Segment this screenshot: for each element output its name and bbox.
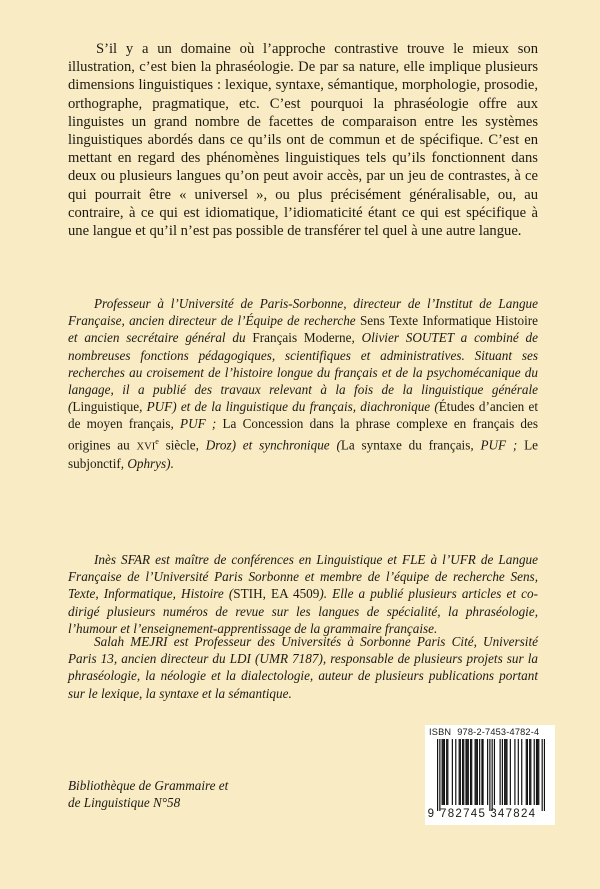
bio-soutet-e: , Olivier SOUTET a combiné de nombreuses fonctions pédagogiques, scientifiques et administratives. Situant ses recherches au croisement de l’histoire longue du français et de la psychomécanique du langage, il a publié des travaux relevant à la fois de la linguistique générale (: [68, 330, 539, 415]
barcode-bar: [470, 739, 471, 805]
barcode-bar: [471, 739, 472, 805]
bio-sfar-a: Inès SFAR est maître de conférences en Linguistique et FLE à l’UFR de Langue Française de l’Université Paris Sorbonne et membre de l’équipe de recherche Sens, Texte, Informatique, Histoire (: [68, 552, 538, 602]
barcode-bar: [538, 739, 539, 805]
bio-soutet-r: , Ophrys).: [120, 456, 174, 472]
barcode-bar: [505, 739, 506, 805]
barcode-bar: [447, 739, 448, 805]
bio-soutet-k: XVI: [136, 441, 156, 453]
barcode-bar: [537, 739, 538, 805]
barcode-bar: [506, 739, 507, 805]
bio-soutet-a: Professeur à l’Université de Paris-Sorbonne, directeur de l’Institut de Langue Française, ancien directeur de l’Équipe de recherche: [68, 296, 538, 329]
barcode-bar: [477, 739, 478, 805]
barcode-bar: [487, 739, 488, 805]
ean-first-digit: 9: [427, 808, 436, 820]
barcode-bar: [521, 739, 522, 805]
bio-soutet-p: , PUF ;: [470, 437, 525, 453]
ean-group-2: 347824: [490, 808, 537, 820]
bio-soutet-d: Français Moderne: [252, 330, 352, 346]
barcode-bar: [502, 739, 503, 805]
author-bio-soutet: [68, 295, 538, 472]
bio-soutet-l: e: [155, 436, 159, 446]
barcode-bar: [529, 739, 530, 805]
barcode-bar: [468, 739, 469, 805]
barcode-bar: [439, 739, 440, 811]
isbn-text: [429, 727, 553, 737]
barcode-bar: [452, 739, 453, 805]
barcode-bar: [544, 739, 545, 811]
bio-soutet-i: , PUF ;: [170, 416, 223, 432]
author-bio-sfar: [68, 551, 538, 637]
barcode-bar: [492, 739, 493, 811]
barcode-bar: [504, 739, 505, 805]
bio-soutet-f: Linguistique: [72, 399, 140, 415]
barcode-bar: [444, 739, 445, 805]
barcode-bar: [462, 739, 463, 805]
barcode-bar: [460, 739, 461, 805]
barcode-bar: [475, 739, 476, 805]
barcode-bar: [467, 739, 468, 805]
barcode-bars-icon: [437, 739, 545, 811]
bio-soutet-c: et ancien secrétaire général du: [68, 330, 253, 346]
barcode-bar: [481, 739, 482, 805]
isbn-label: ISBN: [429, 727, 452, 737]
barcode-bar: [446, 739, 447, 805]
bio-soutet-g: , PUF) et de la linguistique du français, diachronique (: [139, 399, 439, 415]
barcode-bar: [465, 739, 466, 805]
barcode-bar: [527, 739, 528, 805]
barcode-bar: [476, 739, 477, 805]
isbn-barcode: [425, 725, 555, 825]
barcode-bar: [534, 739, 535, 805]
author-bio-mejri: Salah MEJRI est Professeur des Universités à Sorbonne Paris Cité, Université Paris 13, ancien directeur du LDI (UMR 7187), responsable de plusieurs projets sur la phraséologie, la néologie et la dialectologie, auteur de plusieurs publications portant sur le lexique, la syntaxe et la sémantique.: [68, 634, 538, 701]
collection-name: [68, 777, 288, 812]
barcode-bar: [455, 739, 456, 805]
barcode-bar: [500, 739, 501, 805]
barcode-bar: [443, 739, 444, 805]
barcode-bar: [459, 739, 460, 805]
bio-soutet-h: Études d’ancien et de moyen français: [68, 399, 538, 432]
barcode-bar: [542, 739, 543, 811]
barcode-bar: [536, 739, 537, 805]
barcode-bar: [463, 739, 464, 805]
abstract-paragraph: S’il y a un domaine où l’approche contrastive trouve le mieux son illustration, c’est bien la phraséologie. De par sa nature, elle implique plusieurs dimensions linguistiques : lexique, syntaxe, sémantique, morphologie, prosodie, orthographe, pragmatique, etc. C’est pourquoi la phraséologie offre aux linguistes un grand nombre de facettes de comparaison entre les systèmes linguistiques abordés dans ce qu’ils ont de commun et de spécifique. C’est en mettant en regard des phénomènes linguistiques tels qu’ils fonctionnent dans deux ou plusieurs langues qu’on peut avoir accès, par un jeu de contrastes, à ce qui pourrait être « universel », ou plus précisément généralisable, ou, au contraire, à ce qui est idiomatique, l’idiomaticité étant ce qui est spécifique à une langue et qu’il n’est pas possible de transférer tel quel à une autre langue.: [68, 41, 538, 240]
barcode-bar: [518, 739, 519, 805]
bio-soutet-j: La Concession dans la phrase complexe en français des origines au: [68, 416, 539, 453]
barcode-bar: [530, 739, 531, 805]
ean-group-1: 782745: [440, 808, 487, 820]
ean-digits: [425, 808, 555, 820]
barcode-bar: [494, 739, 495, 805]
barcode-bar: [510, 739, 511, 805]
bio-soutet-b: Sens Texte Informatique Histoire: [359, 313, 538, 329]
barcode-bar: [437, 739, 438, 811]
bio-soutet-q: Le subjonctif: [68, 437, 538, 472]
bio-soutet-o: La syntaxe du français: [340, 437, 471, 453]
barcode-bar: [479, 739, 480, 805]
bio-soutet-m: siècle: [158, 437, 196, 453]
collection-line-1: Bibliothèque de Grammaire et: [68, 778, 229, 793]
barcode-bar: [482, 739, 483, 805]
barcode-bar: [526, 739, 527, 805]
barcode-bar: [489, 739, 490, 811]
barcode-bar: [442, 739, 443, 805]
collection-line-2: de Linguistique N°58: [68, 795, 181, 811]
barcode-bar: [514, 739, 515, 805]
bio-sfar-b: STIH, EA 4509: [233, 586, 320, 602]
bio-soutet-n: , Droz) et synchronique (: [195, 437, 341, 453]
bio-sfar-c: ). Elle a publié plusieurs articles et co-dirigé plusieurs numéros de revue sur les langues de spécialité, la phraséologie, l’humour et l’enseignement-apprentissage de la grammaire française.: [68, 586, 538, 636]
isbn-number: 978-2-7453-4782-4: [457, 727, 540, 737]
